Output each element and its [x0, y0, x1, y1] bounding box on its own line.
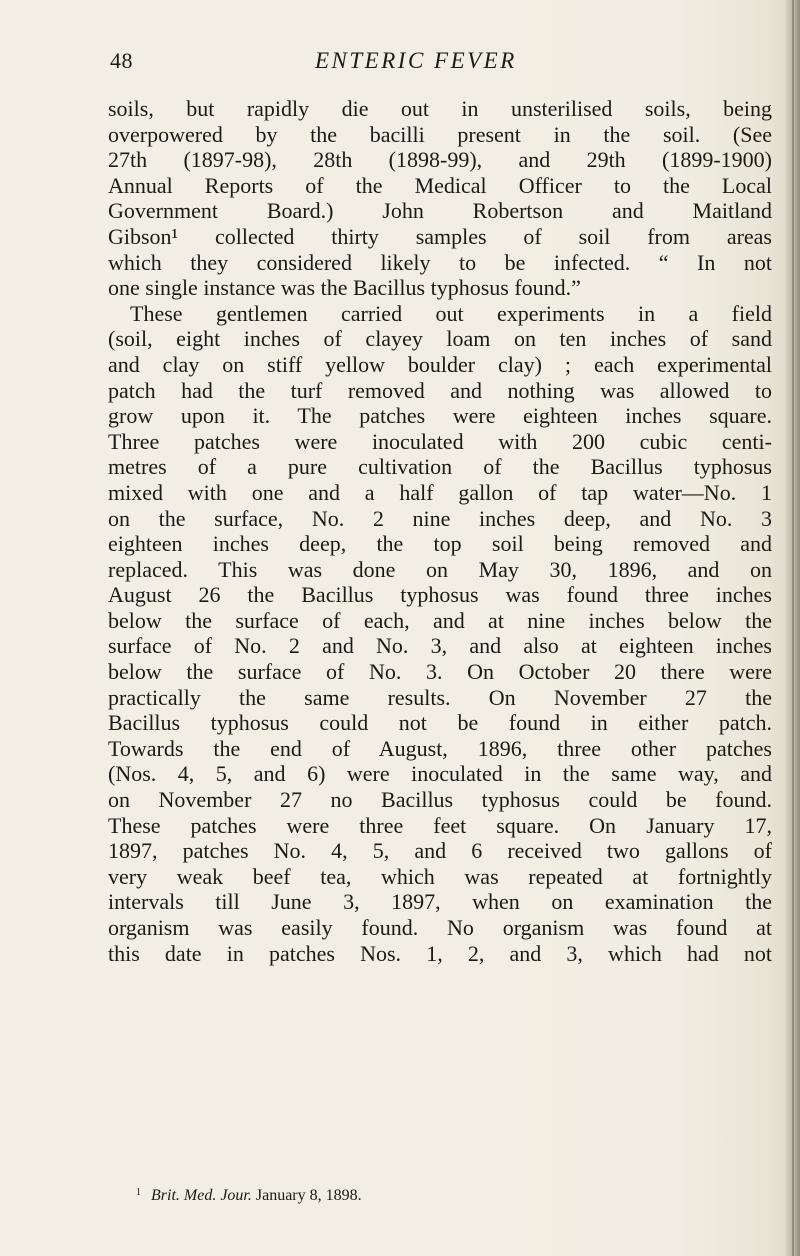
text-line: organism was easily found. No organism was found at — [108, 915, 772, 940]
page-header — [110, 48, 770, 80]
text-line: Government Board.) John Robertson and Maitland — [108, 198, 772, 224]
text-line: below the surface of each, and at nine inches below the — [108, 607, 772, 633]
text-line: Bacillus typhosus could not be found in either patch. — [108, 710, 772, 736]
text-line: Annual Reports of the Medical Officer to the Local — [108, 172, 772, 198]
text-line: replaced. This was done on May 30, 1896, and on — [108, 556, 772, 582]
text-line: which they considered likely to be infected. “ In not — [108, 249, 772, 275]
text-line: grow upon it. The patches were eighteen inches square. — [108, 403, 772, 429]
footnote-date: January 8, 1898. — [255, 1187, 362, 1204]
text-line: and clay on stiff yellow boulder clay) ; each experimental — [108, 351, 772, 377]
text-line: (Nos. 4, 5, and 6) were inoculated in the same way, and — [108, 761, 772, 787]
text-line: Three patches were inoculated with 200 cubic centi- — [108, 428, 772, 454]
text-line: overpowered by the bacilli present in the soil. (See — [108, 121, 772, 147]
text-line: mixed with one and a half gallon of tap water—No. 1 — [108, 479, 772, 505]
text-line: eighteen inches deep, the top soil being removed and — [108, 531, 772, 557]
binding-edge-line — [792, 0, 794, 1256]
text-line: very weak beef tea, which was repeated at fortnightly — [108, 863, 772, 889]
text-line: Gibson¹ collected thirty samples of soil from areas — [108, 223, 772, 249]
text-line: 1897, patches No. 4, 5, and 6 received two gallons of — [108, 838, 772, 864]
text-line: soils, but rapidly die out in unsterilised soils, being — [108, 96, 772, 121]
footnote-marker: 1 — [136, 1187, 141, 1198]
text-line: 27th (1897-98), 28th (1898-99), and 29th (1899-1900) — [108, 147, 772, 173]
text-line: surface of No. 2 and No. 3, and also at eighteen inches — [108, 633, 772, 659]
page-number: 48 — [110, 48, 133, 73]
text-line: Towards the end of August, 1896, three other patches — [108, 735, 772, 761]
text-line: on the surface, No. 2 nine inches deep, and No. 3 — [108, 505, 772, 531]
text-line: patch had the turf removed and nothing was allowed to — [108, 377, 772, 403]
text-line: August 26 the Bacillus typhosus was found three inches — [108, 582, 772, 608]
paragraph-start-line: These gentlemen carried out experiments in a field — [130, 300, 772, 326]
text-line: on November 27 no Bacillus typhosus could be found. — [108, 787, 772, 813]
text-line: intervals till June 3, 1897, when on examination the — [108, 889, 772, 915]
text-line: These patches were three feet square. On January 17, — [108, 812, 772, 838]
body-text — [108, 96, 772, 966]
text-line: below the surface of No. 3. On October 20 there were — [108, 659, 772, 685]
footnote-journal: Brit. Med. Jour. — [151, 1187, 252, 1204]
text-line: this date in patches Nos. 1, 2, and 3, which had not — [108, 940, 772, 966]
text-line: one single instance was the Bacillus typhosus found.” — [108, 275, 581, 301]
footnote — [136, 1183, 362, 1206]
text-line: metres of a pure cultivation of the Bacillus typhosus — [108, 454, 772, 480]
text-line: practically the same results. On November 27 the — [108, 684, 772, 710]
text-line: (soil, eight inches of clayey loam on ten inches of sand — [108, 326, 772, 352]
running-title: ENTERIC FEVER — [315, 48, 517, 73]
